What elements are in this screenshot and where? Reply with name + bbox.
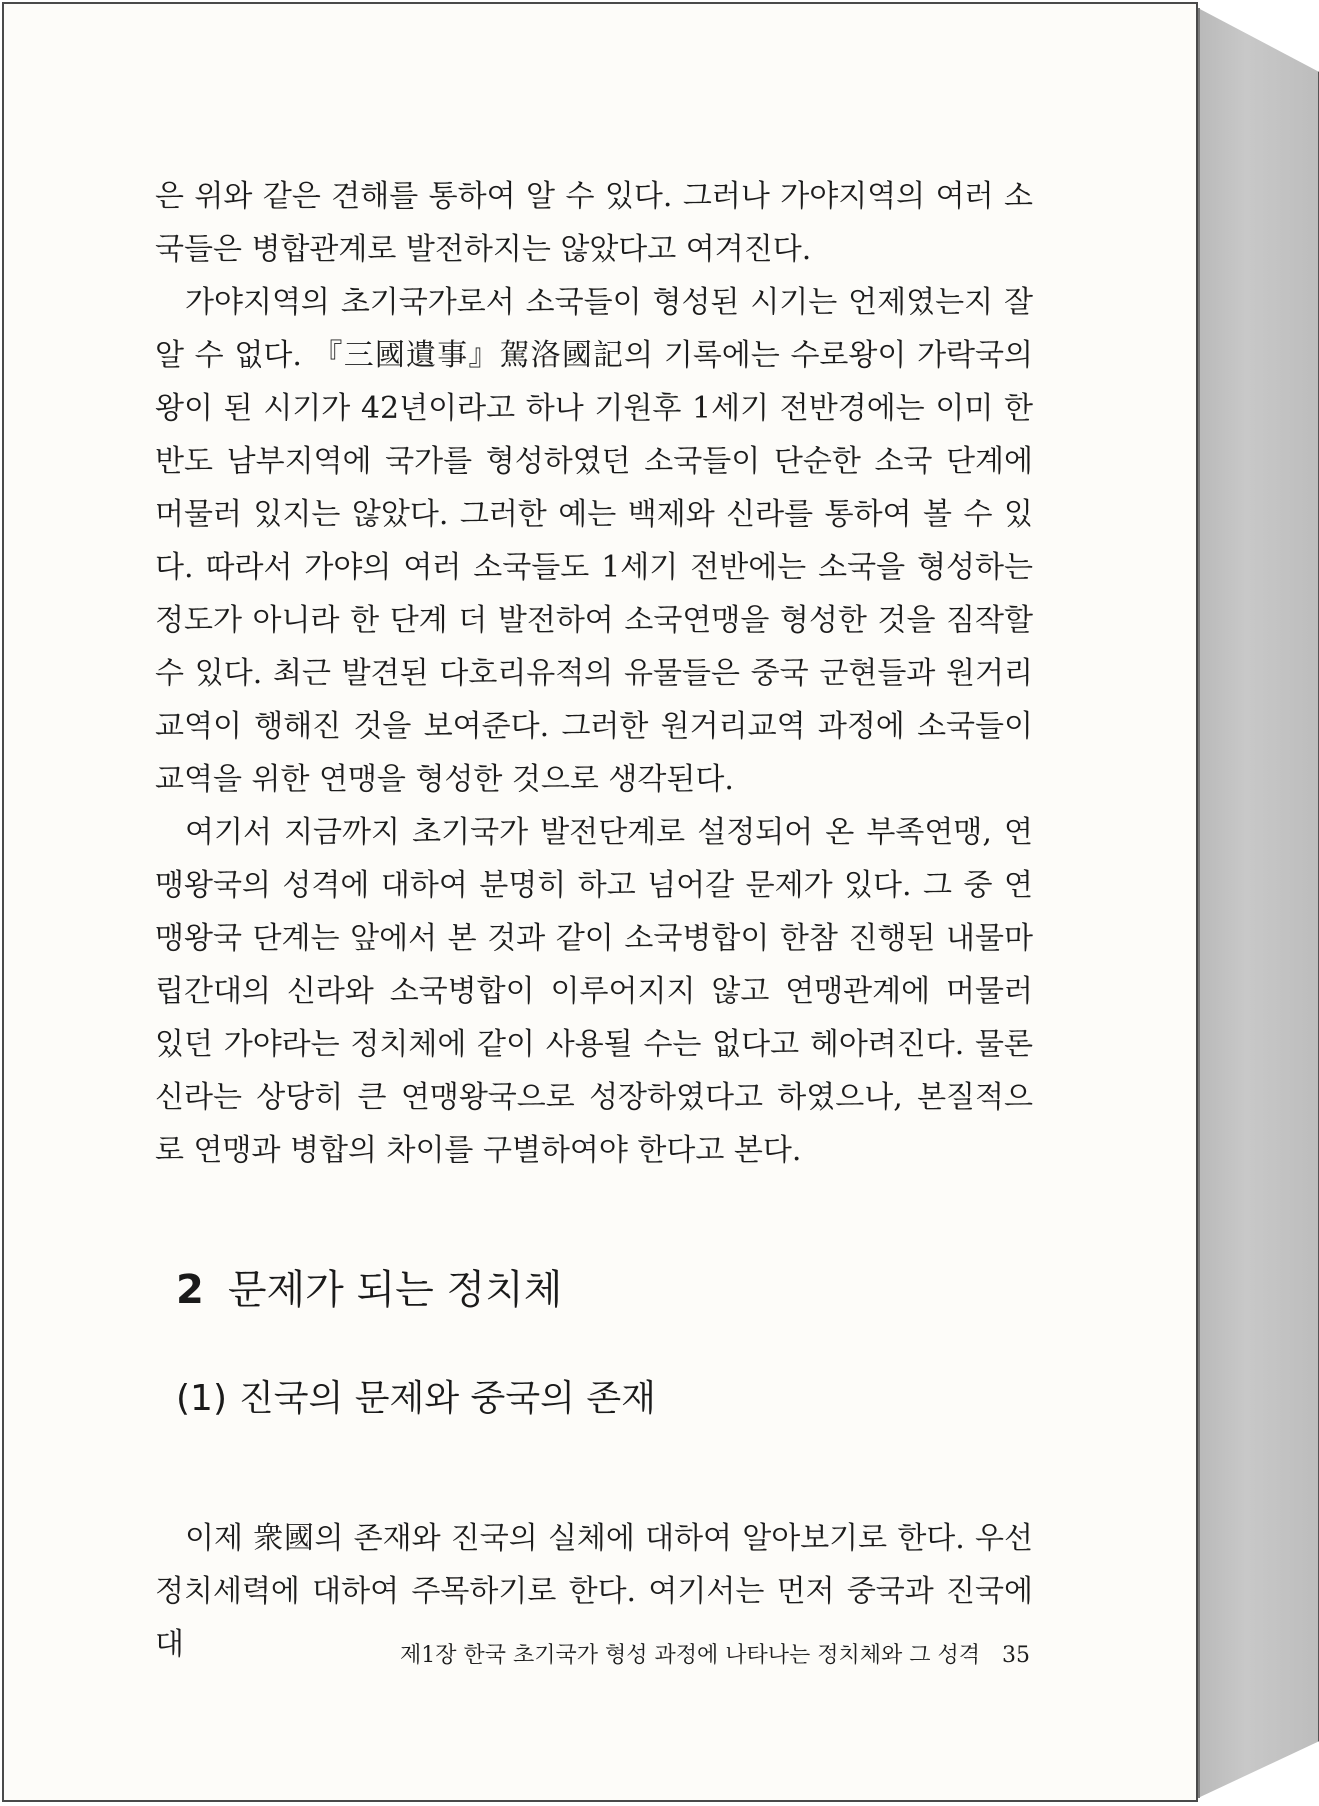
running-title: 제1장 한국 초기국가 형성 과정에 나타나는 정치체와 그 성격 <box>400 1643 980 1668</box>
running-footer <box>340 1638 1030 1669</box>
section-number: 2 <box>176 1267 204 1313</box>
body-text <box>155 170 1033 1177</box>
section-heading <box>176 1258 562 1315</box>
body-paragraph: 가야지역의 초기국가로서 소국들이 형성된 시기는 언제였는지 잘 알 수 없다. 『三國遺事』駕洛國記의 기록에는 수로왕이 가락국의 왕이 된 시기가 42년이라고 하나 기원후 1세기 전반경에는 이미 한반도 남부지역에 국가를 형성하였던 소국들이 단순한 소국 단계에 머물러 있지는 않았다. 그러한 예는 백제와 신라를 통하여 볼 수 있다. 따라서 가야의 여러 소국들도 1세기 전반에는 소국을 형성하는 정도가 아니라 한 단계 더 발전하여 소국연맹을 형성한 것을 짐작할 수 있다. 최근 발견된 다호리유적의 유물들은 중국 군현들과 원거리교역이 행해진 것을 보여준다. 그러한 원거리교역 과정에 소국들이 교역을 위한 연맹을 형성한 것으로 생각된다. <box>155 285 1033 797</box>
subsection-number: (1) <box>176 1378 227 1419</box>
book-spine-line <box>1198 8 1200 1798</box>
page-number: 35 <box>1002 1643 1030 1668</box>
section-title: 문제가 되는 정치체 <box>227 1267 563 1313</box>
body-paragraph: 은 위와 같은 견해를 통하여 알 수 있다. 그러나 가야지역의 여러 소국들은 병합관계로 발전하지는 않았다고 여겨진다. <box>155 179 1033 267</box>
body-paragraph: 여기서 지금까지 초기국가 발전단계로 설정되어 온 부족연맹, 연맹왕국의 성격에 대하여 분명히 하고 넘어갈 문제가 있다. 그 중 연맹왕국 단계는 앞에서 본 것과 같이 소국병합이 한참 진행된 내물마립간대의 신라와 소국병합이 이루어지지 않고 연맹관계에 머물러 있던 가야라는 정치체에 같이 사용될 수는 없다고 헤아려진다. 물론 신라는 상당히 큰 연맹왕국으로 성장하였다고 하였으나, 본질적으로 연맹과 병합의 차이를 구별하여야 한다고 본다. <box>155 815 1033 1168</box>
body-paragraph: 이제 衆國의 존재와 진국의 실체에 대하여 알아보기로 한다. 우선 정치세력에 대하여 주목하기로 한다. 여기서는 먼저 중국과 진국에 대 <box>155 1521 1033 1662</box>
book-page-edge <box>1198 8 1319 1798</box>
subsection-title: 진국의 문제와 중국의 존재 <box>239 1378 656 1419</box>
subsection-heading <box>176 1370 656 1421</box>
